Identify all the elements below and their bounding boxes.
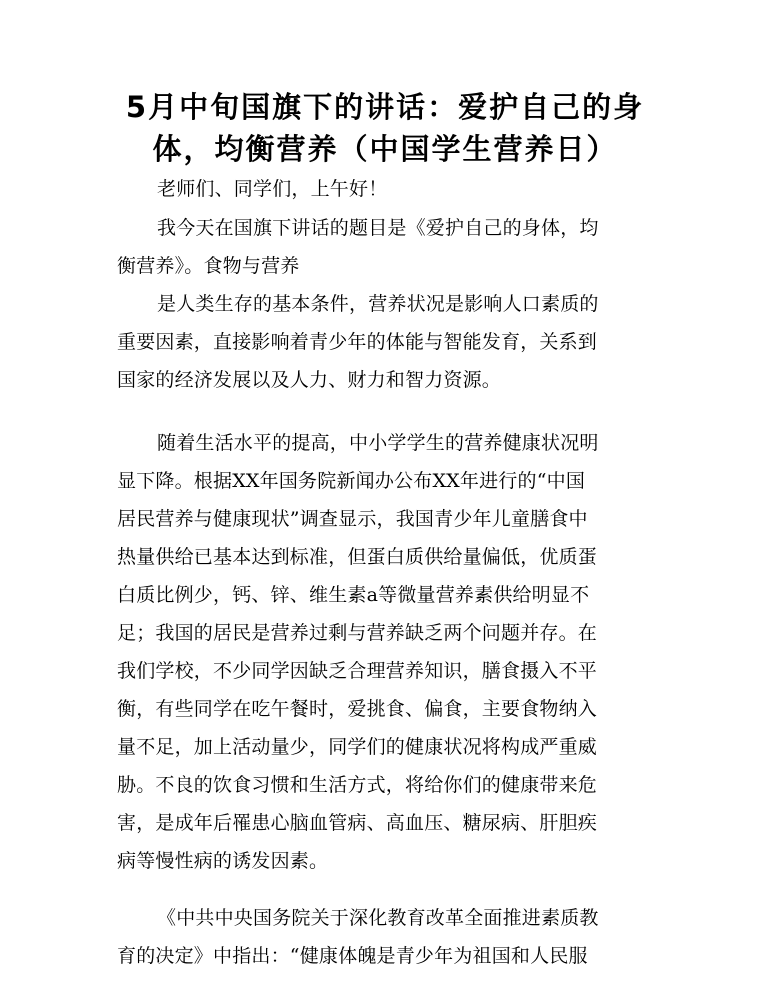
body-line: 我今天在国旗下讲话的题目是《爱护自己的身体，均	[157, 217, 599, 239]
body-line: 老师们、同学们，上午好！	[157, 178, 388, 200]
body-line: 足；我国的居民是营养过剩与营养缺乏两个问题并存。在	[117, 622, 598, 644]
body-line: 害，是成年后罹患心脑血管病、高血压、糖尿病、肝胆疾	[117, 812, 598, 834]
body-line: 育的决定》中指出：“健康体魄是青少年为祖国和人民服	[117, 945, 588, 967]
body-line: 衡营养》。食物与营养	[117, 255, 300, 277]
body-line: 随着生活水平的提高，中小学学生的营养健康状况明	[157, 432, 599, 454]
body-line: 衡，有些同学在吃午餐时，爱挑食、偏食，主要食物纳入	[117, 698, 598, 720]
body-line: 重要因素，直接影响着青少年的体能与智能发育，关系到	[117, 331, 598, 353]
body-line: 白质比例少，钙、锌、维生素a等微量营养素供给明显不	[117, 584, 590, 606]
body-line: 我们学校，不少同学因缺乏合理营养知识，膳食摄入不平	[117, 660, 598, 682]
body-line: 热量供给已基本达到标准，但蛋白质供给量偏低，优质蛋	[117, 546, 598, 568]
body-line: 显下降。根据XX年国务院新闻办公布XX年进行的“中国	[117, 470, 586, 492]
body-line: 是人类生存的基本条件，营养状况是影响人口素质的	[157, 293, 599, 315]
body-line: 胁。不良的饮食习惯和生活方式，将给你们的健康带来危	[117, 774, 598, 796]
body-line: 国家的经济发展以及人力、财力和智力资源。	[117, 369, 502, 391]
document-title-line-2: 体，均衡营养（中国学生营养日）	[152, 132, 618, 166]
body-line: 病等慢性病的诱发因素。	[117, 850, 329, 872]
body-line: 量不足，加上活动量少，同学们的健康状况将构成严重威	[117, 736, 598, 758]
document-title-line-1: 5月中旬国旗下的讲话：爱护自己的身	[125, 90, 645, 124]
body-line: 《中共中央国务院关于深化教育改革全面推进素质教	[157, 907, 599, 929]
body-line: 居民营养与健康现状”调查显示，我国青少年儿童膳食中	[117, 508, 588, 530]
